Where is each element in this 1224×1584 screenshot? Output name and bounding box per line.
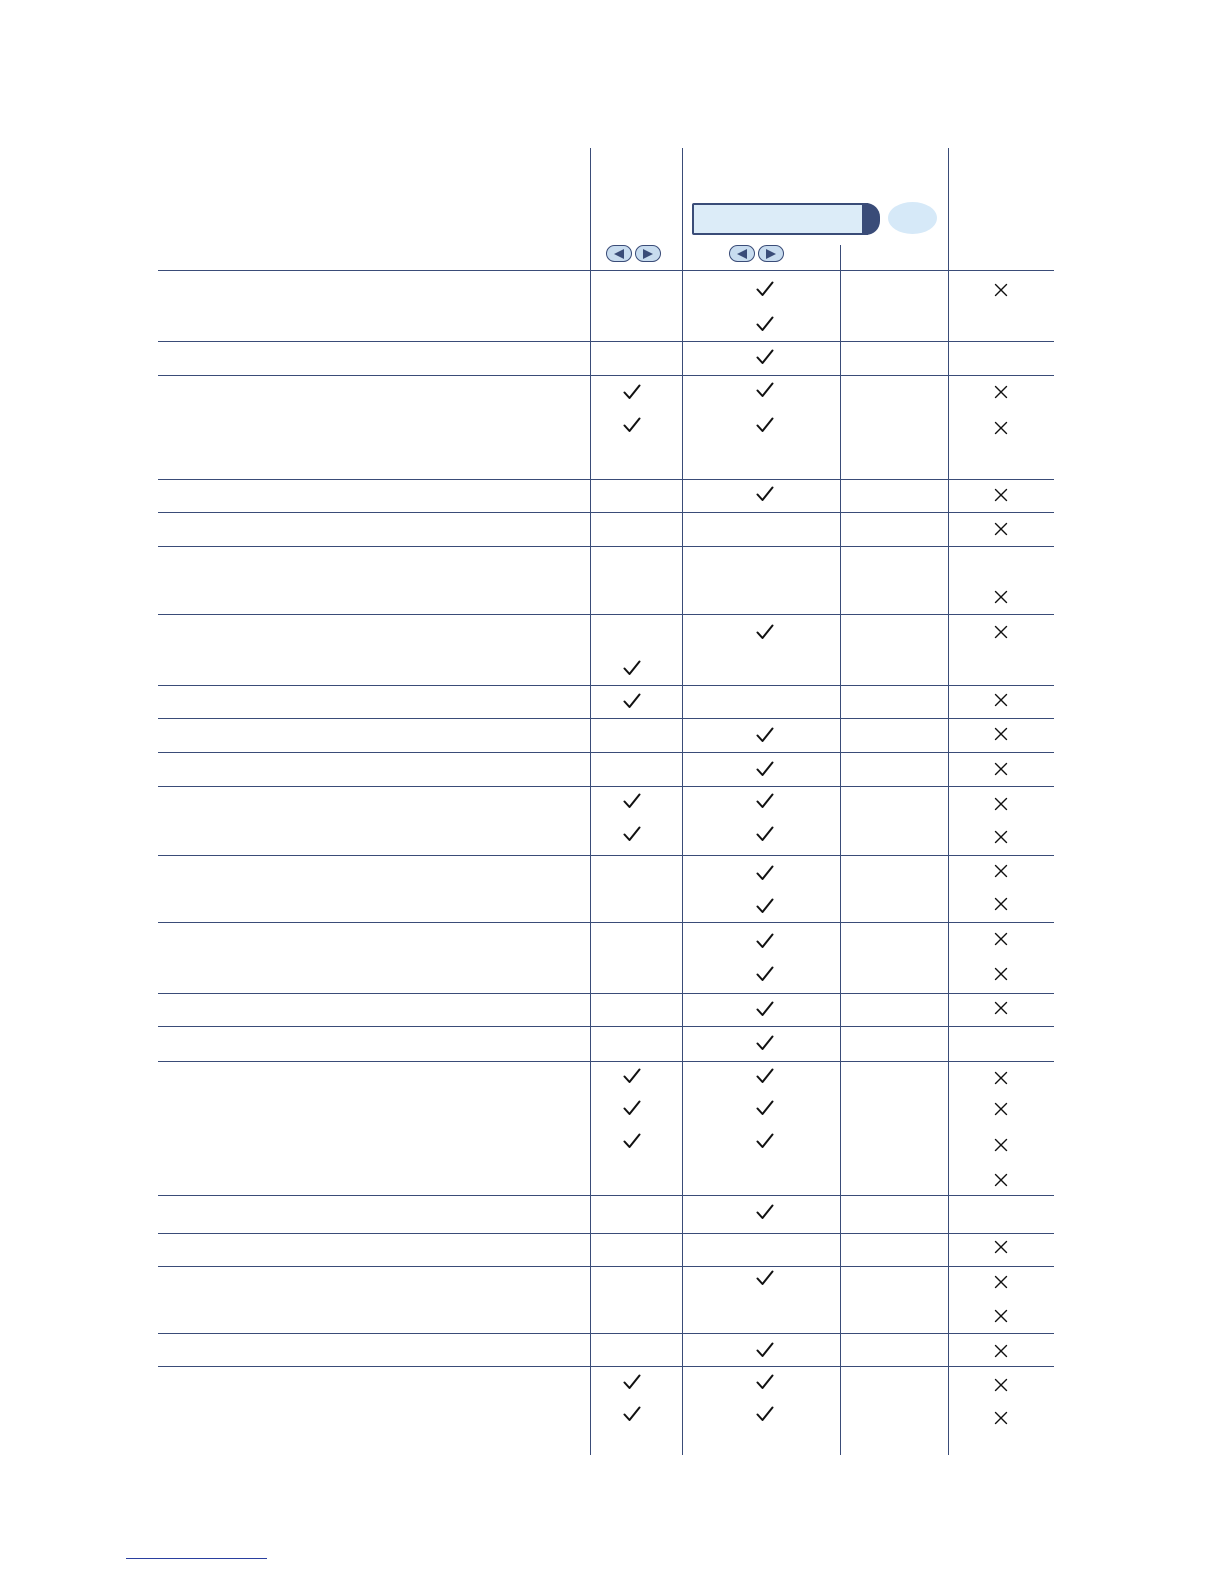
checkmark-icon [755,347,775,367]
checkmark-icon [755,1033,775,1053]
triangle-left-icon [729,245,755,262]
row-divider [158,341,1054,342]
col1-nav-buttons [606,245,661,262]
cross-icon [991,1306,1011,1326]
checkmark-icon [755,863,775,883]
row-divider [158,270,1054,271]
cross-icon [991,929,1011,949]
row-divider [158,1333,1054,1334]
row-divider [158,479,1054,480]
checkmark-icon [622,791,642,811]
checkmark-icon [755,380,775,400]
row-divider [158,1061,1054,1062]
triangle-right-icon [635,245,661,262]
checkmark-icon [622,1098,642,1118]
cross-icon [991,724,1011,744]
cross-icon [991,587,1011,607]
checkmark-icon [755,622,775,642]
indicator-oval [888,202,937,234]
column-divider [590,148,591,1455]
cross-icon [991,1170,1011,1190]
triangle-right-icon [758,245,784,262]
cross-icon [991,382,1011,402]
checkmark-icon [622,658,642,678]
checkmark-icon [755,931,775,951]
checkmark-icon [755,1340,775,1360]
checkmark-icon [622,1372,642,1392]
checkmark-icon [622,415,642,435]
checkmark-icon [755,1372,775,1392]
checkmark-icon [755,1404,775,1424]
cross-icon [991,1375,1011,1395]
checkmark-icon [755,725,775,745]
column-divider [948,148,949,1455]
cross-icon [991,1099,1011,1119]
checkmark-icon [755,896,775,916]
cross-icon [991,998,1011,1018]
row-divider [158,1195,1054,1196]
row-divider [158,922,1054,923]
row-divider [158,1233,1054,1234]
row-divider [158,375,1054,376]
checkmark-icon [755,759,775,779]
cross-icon [991,1237,1011,1257]
cross-icon [991,1408,1011,1428]
checkmark-icon [755,415,775,435]
row-divider [158,614,1054,615]
cross-icon [991,519,1011,539]
checkmark-icon [755,1131,775,1151]
cross-icon [991,1341,1011,1361]
checkmark-icon [622,1066,642,1086]
display-panel-cap [862,203,880,235]
checkmark-icon [622,1404,642,1424]
checkmark-icon [755,1202,775,1222]
checkmark-icon [755,824,775,844]
cross-icon [991,418,1011,438]
cross-icon [991,690,1011,710]
checkmark-icon [622,824,642,844]
cross-icon [991,794,1011,814]
row-divider [158,855,1054,856]
cross-icon [991,622,1011,642]
cross-icon [991,1135,1011,1155]
cross-icon [991,280,1011,300]
cross-icon [991,1068,1011,1088]
col2-nav-buttons [729,245,784,262]
column-divider [840,245,841,1455]
cross-icon [991,1272,1011,1292]
cross-icon [991,964,1011,984]
checkmark-icon [755,1268,775,1288]
row-divider [158,993,1054,994]
row-divider [158,1266,1054,1267]
row-divider [158,685,1054,686]
checkmark-icon [755,484,775,504]
checkmark-icon [622,1131,642,1151]
cross-icon [991,827,1011,847]
cross-icon [991,759,1011,779]
checkmark-icon [755,314,775,334]
checkmark-icon [622,382,642,402]
checkmark-icon [755,791,775,811]
cross-icon [991,894,1011,914]
cross-icon [991,485,1011,505]
triangle-left-icon [606,245,632,262]
row-divider [158,786,1054,787]
row-divider [158,1026,1054,1027]
checkmark-icon [755,1098,775,1118]
row-divider [158,512,1054,513]
footer-rule [126,1558,267,1559]
row-divider [158,1366,1054,1367]
column-divider [682,148,683,1455]
checkmark-icon [755,1066,775,1086]
display-panel [692,203,868,235]
row-divider [158,546,1054,547]
cross-icon [991,861,1011,881]
checkmark-icon [755,279,775,299]
row-divider [158,752,1054,753]
checkmark-icon [622,691,642,711]
row-divider [158,718,1054,719]
checkmark-icon [755,999,775,1019]
checkmark-icon [755,964,775,984]
